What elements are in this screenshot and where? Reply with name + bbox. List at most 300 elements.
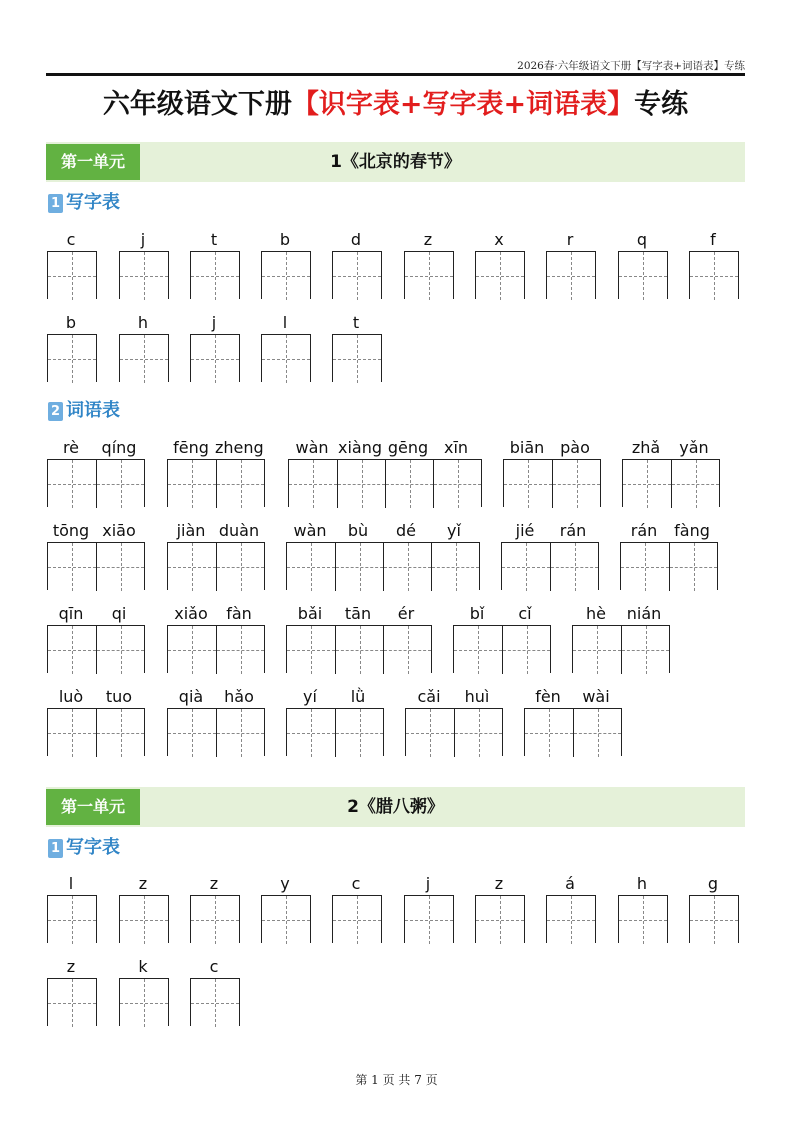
writing-boxes — [261, 334, 311, 382]
char-practice-cell — [47, 312, 95, 334]
pinyin-row — [286, 603, 430, 625]
writing-boxes — [167, 542, 265, 590]
section-number-badge: 2 — [48, 402, 63, 421]
lesson-1-bar — [46, 142, 745, 182]
pinyin-label: fàng — [674, 521, 710, 540]
writing-boxes — [404, 895, 454, 943]
tian-zi-ge-box[interactable] — [621, 626, 669, 674]
writing-boxes — [501, 542, 599, 590]
writing-boxes — [119, 334, 169, 382]
pinyin-label: hǎo — [224, 687, 254, 706]
word-practice-group — [622, 437, 718, 459]
pinyin-label: biān — [509, 438, 545, 457]
pinyin-label: r — [566, 230, 574, 249]
tian-zi-ge-box[interactable] — [383, 543, 431, 591]
pinyin-label: bù — [347, 521, 369, 540]
pinyin-label: jié — [515, 521, 535, 540]
section-label: 写字表 — [66, 192, 120, 213]
char-practice-cell — [689, 873, 737, 895]
tian-zi-ge-box[interactable] — [690, 252, 738, 300]
pinyin-row — [47, 956, 95, 978]
tian-zi-ge-box[interactable] — [120, 896, 168, 944]
word-practice-group — [503, 437, 599, 459]
pinyin-row — [288, 437, 480, 459]
tian-zi-ge-box[interactable] — [671, 460, 719, 508]
tian-zi-ge-box[interactable] — [48, 896, 96, 944]
writing-boxes — [405, 708, 503, 756]
tian-zi-ge-box[interactable] — [96, 460, 144, 508]
pinyin-row — [190, 956, 238, 978]
pinyin-row — [453, 603, 549, 625]
pinyin-label: wàn — [293, 521, 327, 540]
tian-zi-ge-box[interactable] — [216, 460, 264, 508]
section-number-badge: 1 — [48, 194, 63, 213]
writing-boxes — [332, 334, 382, 382]
writing-boxes — [47, 459, 145, 507]
pinyin-row — [475, 229, 523, 251]
pinyin-label: x — [494, 230, 504, 249]
title-part-3: 专练 — [634, 89, 689, 120]
writing-boxes — [689, 895, 739, 943]
writing-boxes — [689, 251, 739, 299]
tian-zi-ge-box[interactable] — [621, 543, 669, 591]
section-label: 写字表 — [66, 837, 120, 858]
writing-boxes — [620, 542, 718, 590]
pinyin-label: tān — [344, 604, 372, 623]
char-practice-cell — [261, 312, 309, 334]
tian-zi-ge-box[interactable] — [48, 979, 96, 1027]
pinyin-label: fēng — [173, 438, 209, 457]
writing-boxes — [119, 978, 169, 1026]
tian-zi-ge-box[interactable] — [405, 252, 453, 300]
pinyin-label: qīn — [58, 604, 84, 623]
pinyin-label: z — [66, 957, 76, 976]
char-practice-cell — [119, 873, 167, 895]
section-label: 词语表 — [66, 400, 120, 421]
pinyin-label: xiāo — [102, 521, 136, 540]
char-practice-cell — [261, 873, 309, 895]
pinyin-label: j — [425, 874, 431, 893]
writing-boxes — [47, 625, 145, 673]
tian-zi-ge-box[interactable] — [48, 335, 96, 383]
pinyin-row — [546, 873, 594, 895]
tian-zi-ge-box[interactable] — [287, 626, 335, 674]
pinyin-label: nián — [626, 604, 662, 623]
pinyin-label: c — [66, 230, 76, 249]
title-part-1: 六年级语文下册 — [102, 89, 292, 120]
tian-zi-ge-box[interactable] — [262, 335, 310, 383]
pinyin-row — [475, 873, 523, 895]
pinyin-label: zhǎ — [631, 438, 661, 457]
pinyin-label: g — [707, 874, 719, 893]
pinyin-label: j — [140, 230, 146, 249]
tian-zi-ge-box[interactable] — [48, 460, 96, 508]
writing-boxes — [524, 708, 622, 756]
word-practice-group — [47, 603, 143, 625]
pinyin-label: zheng — [215, 438, 264, 457]
pinyin-row — [167, 437, 263, 459]
pinyin-label: z — [494, 874, 504, 893]
pinyin-label: bǐ — [469, 604, 485, 623]
writing-boxes — [261, 895, 311, 943]
writing-boxes — [47, 251, 97, 299]
word-practice-group — [167, 520, 263, 542]
char-practice-cell — [332, 312, 380, 334]
pinyin-label: cǐ — [518, 604, 532, 623]
writing-boxes — [47, 708, 145, 756]
pinyin-label: bǎi — [297, 604, 323, 623]
pinyin-row — [332, 312, 380, 334]
pinyin-row — [286, 686, 382, 708]
pinyin-label: luò — [58, 687, 84, 706]
pinyin-label: dé — [396, 521, 416, 540]
tian-zi-ge-box[interactable] — [120, 335, 168, 383]
char-practice-cell — [618, 873, 666, 895]
char-practice-cell — [689, 229, 737, 251]
writing-boxes — [47, 334, 97, 382]
pinyin-label: xīn — [443, 438, 469, 457]
writing-boxes — [286, 708, 384, 756]
tian-zi-ge-box[interactable] — [333, 335, 381, 383]
word-practice-group — [572, 603, 668, 625]
tian-zi-ge-box[interactable] — [454, 626, 502, 674]
tian-zi-ge-box[interactable] — [96, 543, 144, 591]
word-practice-group — [620, 520, 716, 542]
tian-zi-ge-box[interactable] — [383, 626, 431, 674]
title-part-2: 【识字表+写字表+词语表】 — [291, 89, 635, 120]
pinyin-row — [47, 437, 143, 459]
tian-zi-ge-box[interactable] — [502, 626, 550, 674]
tian-zi-ge-box[interactable] — [335, 543, 383, 591]
lesson-1-title: 1《北京的春节》 — [330, 152, 461, 172]
tian-zi-ge-box[interactable] — [287, 543, 335, 591]
pinyin-row — [261, 312, 309, 334]
tian-zi-ge-box[interactable] — [216, 543, 264, 591]
char-practice-cell — [47, 956, 95, 978]
writing-boxes — [47, 978, 97, 1026]
tian-zi-ge-box[interactable] — [333, 896, 381, 944]
pinyin-label: q — [636, 230, 648, 249]
pinyin-label: z — [138, 874, 148, 893]
writing-boxes — [288, 459, 482, 507]
word-practice-group — [167, 437, 263, 459]
pinyin-label: ér — [397, 604, 415, 623]
char-practice-cell — [119, 312, 167, 334]
pinyin-label: fèn — [535, 687, 561, 706]
pinyin-row — [332, 229, 380, 251]
writing-boxes — [167, 459, 265, 507]
pinyin-row — [119, 312, 167, 334]
pinyin-label: hè — [586, 604, 606, 623]
tian-zi-ge-box[interactable] — [573, 709, 621, 757]
pinyin-label: qi — [111, 604, 127, 623]
writing-boxes — [47, 895, 97, 943]
pinyin-row — [190, 229, 238, 251]
pinyin-row — [47, 312, 95, 334]
writing-boxes — [332, 251, 382, 299]
pinyin-label: t — [210, 230, 218, 249]
tian-zi-ge-box[interactable] — [191, 252, 239, 300]
pinyin-row — [503, 437, 599, 459]
tian-zi-ge-box[interactable] — [168, 543, 216, 591]
writing-boxes — [190, 895, 240, 943]
pinyin-row — [689, 229, 737, 251]
char-practice-cell — [475, 229, 523, 251]
tian-zi-ge-box[interactable] — [168, 460, 216, 508]
pinyin-label: y — [280, 874, 290, 893]
word-practice-group — [167, 686, 263, 708]
tian-zi-ge-box[interactable] — [96, 626, 144, 674]
running-header: 2026春·六年级语文下册【写字表+词语表】专练 — [517, 60, 745, 72]
word-practice-group — [286, 603, 430, 625]
pinyin-label: á — [565, 874, 575, 893]
writing-boxes — [618, 251, 668, 299]
char-practice-cell — [618, 229, 666, 251]
page-title — [46, 82, 745, 121]
tian-zi-ge-box[interactable] — [547, 896, 595, 944]
tian-zi-ge-box[interactable] — [476, 896, 524, 944]
char-practice-cell — [190, 229, 238, 251]
tian-zi-ge-box[interactable] — [337, 460, 385, 508]
tian-zi-ge-box[interactable] — [191, 979, 239, 1027]
pinyin-label: huì — [464, 687, 490, 706]
pinyin-label: duàn — [218, 521, 260, 540]
tian-zi-ge-box[interactable] — [385, 460, 433, 508]
pinyin-row — [47, 229, 95, 251]
tian-zi-ge-box[interactable] — [405, 896, 453, 944]
tian-zi-ge-box[interactable] — [48, 709, 96, 757]
char-practice-cell — [261, 229, 309, 251]
writing-boxes — [261, 251, 311, 299]
pinyin-row — [47, 520, 143, 542]
word-practice-group — [405, 686, 501, 708]
pinyin-row — [119, 229, 167, 251]
pinyin-label: wàn — [295, 438, 329, 457]
writing-boxes — [622, 459, 720, 507]
word-practice-group — [167, 603, 263, 625]
word-practice-group — [524, 686, 620, 708]
tian-zi-ge-box[interactable] — [431, 543, 479, 591]
tian-zi-ge-box[interactable] — [454, 709, 502, 757]
pinyin-label: j — [211, 313, 217, 332]
word-practice-group — [47, 520, 143, 542]
pinyin-label: t — [352, 313, 360, 332]
tian-zi-ge-box[interactable] — [48, 543, 96, 591]
tian-zi-ge-box[interactable] — [547, 252, 595, 300]
pinyin-row — [119, 956, 167, 978]
pinyin-row — [286, 520, 478, 542]
tian-zi-ge-box[interactable] — [262, 252, 310, 300]
pinyin-row — [546, 229, 594, 251]
pinyin-row — [167, 686, 263, 708]
pinyin-label: tōng — [52, 521, 90, 540]
pinyin-row — [167, 520, 263, 542]
writing-boxes — [618, 895, 668, 943]
tian-zi-ge-box[interactable] — [669, 543, 717, 591]
writing-boxes — [167, 625, 265, 673]
writing-boxes — [190, 978, 240, 1026]
lesson-1-words-section-title — [48, 399, 120, 423]
pinyin-label: c — [351, 874, 361, 893]
pinyin-label: tuo — [105, 687, 133, 706]
tian-zi-ge-box[interactable] — [552, 460, 600, 508]
pinyin-label: b — [279, 230, 291, 249]
pinyin-row — [689, 873, 737, 895]
writing-boxes — [404, 251, 454, 299]
writing-boxes — [119, 251, 169, 299]
pinyin-row — [618, 229, 666, 251]
pinyin-label: fàn — [226, 604, 252, 623]
tian-zi-ge-box[interactable] — [96, 709, 144, 757]
pinyin-row — [47, 873, 95, 895]
writing-boxes — [167, 708, 265, 756]
tian-zi-ge-box[interactable] — [216, 709, 264, 757]
word-practice-group — [501, 520, 597, 542]
tian-zi-ge-box[interactable] — [623, 460, 671, 508]
lesson-1-write-section-title — [48, 191, 120, 215]
char-practice-cell — [546, 229, 594, 251]
tian-zi-ge-box[interactable] — [216, 626, 264, 674]
pinyin-label: gēng — [387, 438, 429, 457]
tian-zi-ge-box[interactable] — [191, 335, 239, 383]
tian-zi-ge-box[interactable] — [335, 626, 383, 674]
pinyin-label: rè — [62, 438, 80, 457]
pinyin-label: xiàng — [337, 438, 382, 457]
tian-zi-ge-box[interactable] — [262, 896, 310, 944]
tian-zi-ge-box[interactable] — [168, 709, 216, 757]
writing-boxes — [546, 251, 596, 299]
tian-zi-ge-box[interactable] — [48, 252, 96, 300]
pinyin-row — [501, 520, 597, 542]
tian-zi-ge-box[interactable] — [550, 543, 598, 591]
pinyin-label: k — [138, 957, 148, 976]
pinyin-label: yǐ — [447, 521, 461, 540]
word-practice-group — [47, 686, 143, 708]
pinyin-row — [47, 686, 143, 708]
pinyin-row — [167, 603, 263, 625]
pinyin-row — [47, 603, 143, 625]
tian-zi-ge-box[interactable] — [287, 709, 335, 757]
page-footer: 第 1 页 共 7 页 — [355, 1073, 438, 1087]
lesson-2-title: 2《腊八粥》 — [347, 797, 444, 817]
pinyin-label: c — [209, 957, 219, 976]
writing-boxes — [475, 251, 525, 299]
tian-zi-ge-box[interactable] — [619, 896, 667, 944]
pinyin-row — [332, 873, 380, 895]
tian-zi-ge-box[interactable] — [168, 626, 216, 674]
tian-zi-ge-box[interactable] — [120, 252, 168, 300]
pinyin-label: h — [137, 313, 149, 332]
writing-boxes — [546, 895, 596, 943]
lesson-2-unit-badge: 第一单元 — [46, 789, 140, 825]
pinyin-row — [261, 873, 309, 895]
tian-zi-ge-box[interactable] — [333, 252, 381, 300]
tian-zi-ge-box[interactable] — [433, 460, 481, 508]
pinyin-row — [572, 603, 668, 625]
pinyin-row — [190, 873, 238, 895]
pinyin-row — [119, 873, 167, 895]
char-practice-cell — [47, 873, 95, 895]
pinyin-label: l — [68, 874, 74, 893]
pinyin-label: rán — [630, 521, 658, 540]
char-practice-cell — [404, 873, 452, 895]
pinyin-label: pào — [560, 438, 590, 457]
lesson-2-bar — [46, 787, 745, 827]
pinyin-row — [404, 873, 452, 895]
tian-zi-ge-box[interactable] — [191, 896, 239, 944]
pinyin-label: xiǎo — [174, 604, 208, 623]
tian-zi-ge-box[interactable] — [120, 979, 168, 1027]
char-practice-cell — [332, 229, 380, 251]
tian-zi-ge-box[interactable] — [502, 543, 550, 591]
char-practice-cell — [119, 956, 167, 978]
word-practice-group — [47, 437, 143, 459]
pinyin-row — [620, 520, 716, 542]
pinyin-row — [190, 312, 238, 334]
writing-boxes — [286, 625, 432, 673]
writing-boxes — [286, 542, 480, 590]
pinyin-label: rán — [559, 521, 587, 540]
pinyin-row — [405, 686, 501, 708]
char-practice-cell — [190, 873, 238, 895]
word-practice-group — [286, 686, 382, 708]
char-practice-cell — [190, 956, 238, 978]
tian-zi-ge-box[interactable] — [573, 626, 621, 674]
pinyin-label: f — [710, 230, 716, 249]
pinyin-label: d — [350, 230, 362, 249]
tian-zi-ge-box[interactable] — [48, 626, 96, 674]
writing-boxes — [190, 251, 240, 299]
tian-zi-ge-box[interactable] — [335, 709, 383, 757]
writing-boxes — [572, 625, 670, 673]
section-number-badge: 1 — [48, 839, 63, 858]
tian-zi-ge-box[interactable] — [504, 460, 552, 508]
tian-zi-ge-box[interactable] — [476, 252, 524, 300]
writing-boxes — [475, 895, 525, 943]
char-practice-cell — [190, 312, 238, 334]
tian-zi-ge-box[interactable] — [525, 709, 573, 757]
pinyin-row — [524, 686, 620, 708]
char-practice-cell — [546, 873, 594, 895]
pinyin-label: qíng — [101, 438, 137, 457]
lesson-1-unit-badge: 第一单元 — [46, 144, 140, 180]
word-practice-group — [288, 437, 480, 459]
tian-zi-ge-box[interactable] — [690, 896, 738, 944]
pinyin-label: z — [423, 230, 433, 249]
pinyin-row — [404, 229, 452, 251]
char-practice-cell — [475, 873, 523, 895]
pinyin-label: h — [636, 874, 648, 893]
lesson-2-write-section-title — [48, 836, 120, 860]
tian-zi-ge-box[interactable] — [406, 709, 454, 757]
pinyin-row — [618, 873, 666, 895]
tian-zi-ge-box[interactable] — [289, 460, 337, 508]
tian-zi-ge-box[interactable] — [619, 252, 667, 300]
header-rule — [46, 73, 745, 76]
pinyin-row — [261, 229, 309, 251]
writing-boxes — [190, 334, 240, 382]
pinyin-label: wài — [582, 687, 610, 706]
pinyin-label: jiàn — [176, 521, 206, 540]
writing-boxes — [332, 895, 382, 943]
char-practice-cell — [404, 229, 452, 251]
char-practice-cell — [332, 873, 380, 895]
pinyin-label: yí — [303, 687, 317, 706]
writing-boxes — [119, 895, 169, 943]
pinyin-label: lǜ — [350, 687, 366, 706]
pinyin-row — [622, 437, 718, 459]
word-practice-group — [286, 520, 478, 542]
